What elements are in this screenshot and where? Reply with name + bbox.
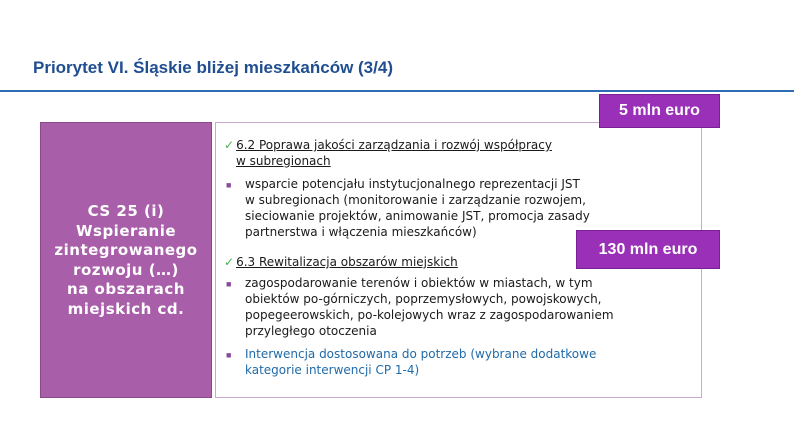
bullet-icon: ■ [226,350,232,360]
budget-badge-total: 5 mln euro [599,94,720,128]
left-panel-line: miejskich cd. [67,299,185,318]
left-panel-line: na obszarach [67,280,185,298]
section-6-2-heading: ✓ 6.2 Poprawa jakości zarządzania i rozwój współpracy w subregionach [224,138,552,168]
section-6-3-heading: ✓ 6.3 Rewitalizacja obszarów miejskich [224,255,458,269]
checkmark-icon: ✓ [224,138,235,152]
left-panel-text [40,202,212,319]
title-divider [0,90,794,92]
checkmark-icon: ✓ [224,255,235,269]
bullet-icon: ■ [226,180,232,190]
section-6-3-bullet-1: zagospodarowanie terenów i obiektów w miastach, w tym obiektów po-górniczych, poprzemysłowych, powojskowych, popegeerowskich, po-kolejowych wraz z zagospodarowaniem przyległego otoczenia [245,276,614,338]
left-panel-line: CS 25 (i) [87,202,165,220]
bullet-icon: ■ [226,279,232,289]
section-6-2-bullet-1: wsparcie potencjału instytucjonalnego reprezentacji JST w subregionach (monitorowanie i zarządzanie rozwojem, sieciowanie projektów, animowanie JST, promocja zasady partnerstwa i włączenia mieszkańców) [245,177,590,239]
section-6-3-bullet-2: Interwencja dostosowana do potrzeb (wybrane dodatkowe kategorie interwencji CP 1-4) [245,347,597,377]
left-panel-line: Wspieranie [75,221,177,240]
page-title: Priorytet VI. Śląskie bliżej mieszkańców (3/4) [33,58,393,77]
left-panel-line: zintegrowanego [54,241,198,259]
budget-badge-section: 130 mln euro [576,230,720,269]
left-panel-line: rozwoju (…) [73,260,179,279]
